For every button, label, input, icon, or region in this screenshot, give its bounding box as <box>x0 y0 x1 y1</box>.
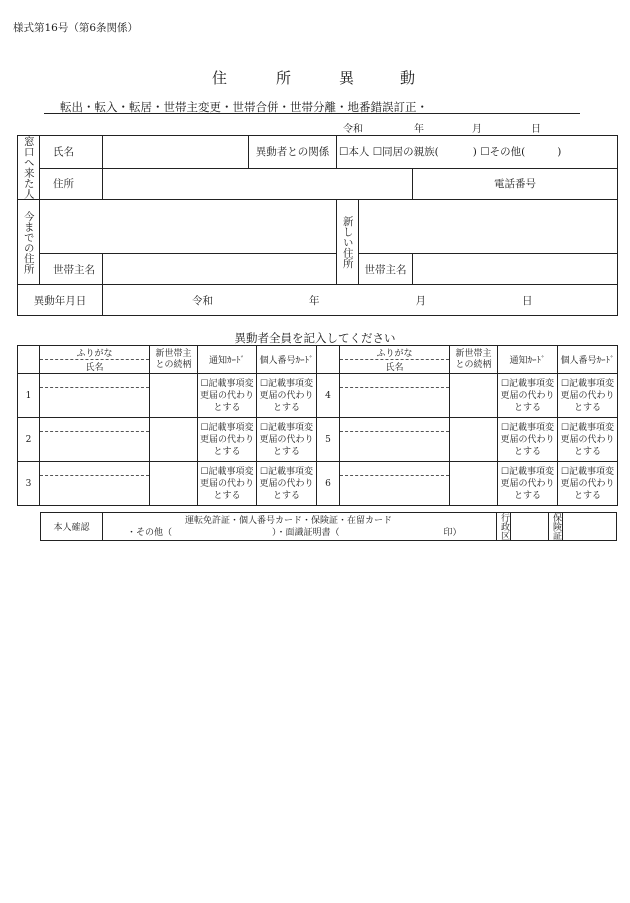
prev-householder-field[interactable] <box>103 254 337 285</box>
name-field[interactable] <box>40 432 150 462</box>
relation-options <box>337 136 618 169</box>
header-relation-left: 新世帯主 との続柄 <box>150 346 198 374</box>
prev-address-field[interactable] <box>40 200 337 254</box>
applicant-table <box>17 135 618 316</box>
mynumber-card-checkbox[interactable]: ☐記載事項変 更届の代わり とする <box>558 462 618 506</box>
title-char-3: 異 <box>339 69 355 87</box>
furigana-field[interactable] <box>40 462 150 476</box>
row-number: 1 <box>18 374 40 418</box>
move-date-day: 日 <box>522 294 533 307</box>
move-date-era: 令和 <box>192 294 213 307</box>
move-date-month: 月 <box>415 294 426 307</box>
new-householder-label: 世帯主名 <box>359 254 413 285</box>
notice-card-checkbox[interactable]: ☐記載事項変 更届の代わり とする <box>498 418 558 462</box>
furigana-field[interactable] <box>340 418 450 432</box>
identity-check-label: 本人確認 <box>41 513 103 541</box>
header-mynumber-card-left: 個人番号ｶｰﾄﾞ <box>257 346 317 374</box>
relation-field[interactable] <box>150 418 198 462</box>
admin-district-field[interactable] <box>511 513 549 541</box>
relation-field[interactable] <box>150 462 198 506</box>
subtitle-underline <box>44 113 580 114</box>
name-field[interactable] <box>340 476 450 506</box>
row-number: 6 <box>317 462 340 506</box>
members-table <box>17 345 618 506</box>
notice-card-checkbox[interactable]: ☐記載事項変 更届の代わり とする <box>498 374 558 418</box>
admin-district-label: 行政区 <box>497 513 511 541</box>
header-num-left <box>18 346 40 374</box>
name-field[interactable] <box>40 388 150 418</box>
relation-field[interactable] <box>450 374 498 418</box>
insurance-label: 保険証 <box>549 513 563 541</box>
title-char-2: 所 <box>276 69 292 87</box>
address-label: 住所 <box>40 168 103 200</box>
identity-docs-line1: 運転免許証・個人番号カード・保険証・在留カード <box>185 515 393 526</box>
date-year-label: 年 <box>414 124 424 135</box>
date-month-label: 月 <box>472 124 482 135</box>
name-label: 氏名 <box>40 136 103 169</box>
identity-docs-line2: ・その他（ ）・面識証明書（ 印） <box>127 527 462 538</box>
mynumber-card-checkbox[interactable]: ☐記載事項変 更届の代わり とする <box>257 418 317 462</box>
relation-label: 異動者との関係 <box>249 136 337 169</box>
relation-other-checkbox[interactable]: ☐その他( <box>480 146 526 159</box>
new-householder-field[interactable] <box>413 254 618 285</box>
header-num-right <box>317 346 340 374</box>
mynumber-card-checkbox[interactable]: ☐記載事項変 更届の代わり とする <box>257 462 317 506</box>
title-char-4: 動 <box>400 69 416 87</box>
form-number: 様式第16号（第6条関係） <box>13 22 139 34</box>
header-relation-right: 新世帯主 との続柄 <box>450 346 498 374</box>
relation-field[interactable] <box>450 462 498 506</box>
header-notice-card-left: 通知ｶｰﾄﾞ <box>198 346 257 374</box>
header-mynumber-card-right: 個人番号ｶｰﾄﾞ <box>558 346 618 374</box>
form-title <box>0 67 630 87</box>
move-date-label: 異動年月日 <box>18 285 103 316</box>
header-notice-card-right: 通知ｶｰﾄﾞ <box>498 346 558 374</box>
row-number: 2 <box>18 418 40 462</box>
mynumber-card-checkbox[interactable]: ☐記載事項変 更届の代わり とする <box>257 374 317 418</box>
date-day-label: 日 <box>531 124 541 135</box>
members-section-title: 異動者全員を記入してください <box>234 331 396 345</box>
header-furigana-left: ふりがな <box>40 346 150 360</box>
relation-other-close: ) <box>557 146 562 159</box>
move-date-year: 年 <box>309 294 320 307</box>
furigana-field[interactable] <box>40 374 150 388</box>
phone-label: 電話番号 <box>413 168 618 200</box>
title-char-1: 住 <box>212 69 228 87</box>
row-number: 4 <box>317 374 340 418</box>
name-field[interactable] <box>340 388 450 418</box>
new-address-field[interactable] <box>359 200 618 254</box>
move-type-options: 転出・転入・転居・世帯主変更・世帯合併・世帯分離・地番錯誤訂正・ <box>60 100 428 114</box>
new-address-label: 新しい住所 <box>337 200 359 285</box>
move-date-field[interactable] <box>103 285 618 316</box>
relation-self-checkbox[interactable]: ☐本人 <box>339 146 370 159</box>
relation-field[interactable] <box>150 374 198 418</box>
furigana-field[interactable] <box>40 418 150 432</box>
name-field[interactable] <box>340 432 450 462</box>
relation-field[interactable] <box>450 418 498 462</box>
notice-card-checkbox[interactable]: ☐記載事項変 更届の代わり とする <box>498 462 558 506</box>
relation-family-checkbox[interactable]: ☐同居の親族( <box>372 146 439 159</box>
identity-check-table <box>40 512 617 541</box>
relation-family-close: ) <box>472 146 477 159</box>
prev-householder-label: 世帯主名 <box>40 254 103 285</box>
row-number: 3 <box>18 462 40 506</box>
header-name-right: 氏名 <box>340 360 450 374</box>
applicant-address-field[interactable] <box>103 168 413 200</box>
notice-card-checkbox[interactable]: ☐記載事項変 更届の代わり とする <box>198 418 257 462</box>
header-furigana-right: ふりがな <box>340 346 450 360</box>
identity-documents <box>103 513 497 541</box>
notice-card-checkbox[interactable]: ☐記載事項変 更届の代わり とする <box>198 374 257 418</box>
applicant-name-field[interactable] <box>103 136 249 169</box>
row-number: 5 <box>317 418 340 462</box>
notice-card-checkbox[interactable]: ☐記載事項変 更届の代わり とする <box>198 462 257 506</box>
insurance-field[interactable] <box>563 513 617 541</box>
name-field[interactable] <box>40 476 150 506</box>
furigana-field[interactable] <box>340 374 450 388</box>
mynumber-card-checkbox[interactable]: ☐記載事項変 更届の代わり とする <box>558 374 618 418</box>
prev-address-label: 今までの住所 <box>18 200 40 285</box>
header-name-left: 氏名 <box>40 360 150 374</box>
date-era: 令和 <box>343 124 363 135</box>
applicant-label: 窓口へ来た人 <box>18 136 40 200</box>
furigana-field[interactable] <box>340 462 450 476</box>
mynumber-card-checkbox[interactable]: ☐記載事項変 更届の代わり とする <box>558 418 618 462</box>
